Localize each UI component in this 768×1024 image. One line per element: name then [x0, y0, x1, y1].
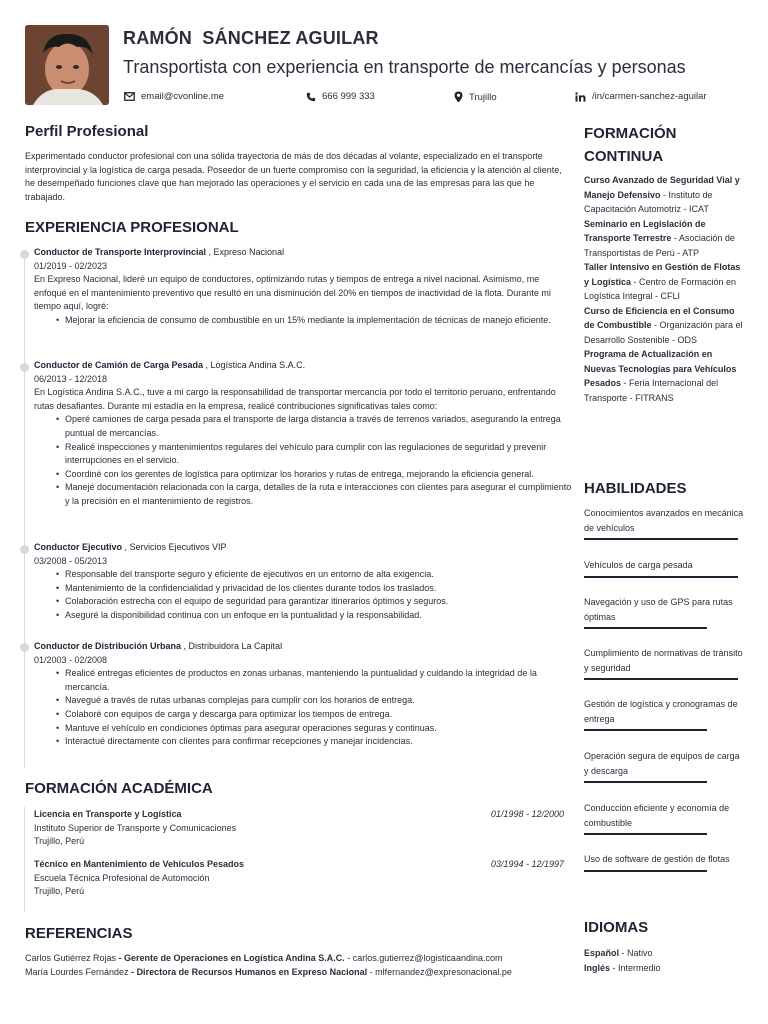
achievement-item: • Mantuve el vehículo en condiciones óptimas para asegurar operaciones seguras y continuas. — [56, 722, 572, 736]
course-name: Programa de Actualización en Nuevas Tecnologías para Vehículos Pesados — [584, 349, 737, 388]
profile-heading: Perfil Profesional — [25, 123, 149, 140]
skill-item — [584, 506, 744, 540]
education-timeline — [24, 807, 25, 912]
contact-email-text: email@cvonline.me — [141, 91, 225, 102]
course-name: Curso Avanzado de Seguridad Vial y Manejo Defensivo — [584, 175, 740, 200]
education-dates: 01/1998 - 12/2000 — [490, 809, 564, 819]
contact-phone[interactable] — [306, 91, 375, 102]
reference-role: Gerente de Operaciones en Logística Andina S.A.C. — [124, 953, 345, 963]
course-provider: - Asociación de Transportistas de Perú - ATP — [584, 233, 735, 258]
achievement-item: • Realicé inspecciones y mantenimientos regulares del vehículo para cumplir con las regulaciones de seguridad y prevenir interrupciones en el servicio. — [56, 441, 572, 468]
job-heading — [34, 246, 572, 260]
skill-level-bar — [584, 870, 707, 872]
skill-item — [584, 801, 744, 835]
experience-heading: EXPERIENCIA PROFESIONAL — [25, 219, 239, 236]
education-entry — [34, 808, 564, 849]
candidate-name: RAMÓN SÁNCHEZ AGUILAR — [123, 28, 379, 48]
job-dates: 03/2008 - 05/2013 — [34, 555, 108, 566]
course-provider: - Feria Internacional del Transporte - FITRANS — [584, 378, 719, 403]
profile-summary: Experimentado conductor profesional con una sólida trayectoria de más de dos décadas al volante, especializado en el transporte interprovincial y la logística de carga pesada. Poseedor de un fuerte compromiso con la seguridad, la eficiencia y la atención al cliente, he desempeñado funciones clave que han mejorado las operaciones y el servicio en cada una de las empresas para las que he trabajado. — [25, 151, 562, 202]
skill-label: Navegación y uso de GPS para rutas óptimas — [584, 597, 733, 622]
job-summary: En Logística Andina S.A.C., tuve a mi cargo la responsabilidad de transportar mercancía por todo el territorio peruano, enfrentando rutas desafiantes. Durante mi estadía en la empresa, realicé contribuciones significativas tales como: — [34, 387, 556, 411]
job-company: , Logística Andina S.A.C. — [203, 360, 306, 370]
skill-level-bar — [584, 678, 738, 680]
skill-item — [584, 595, 744, 629]
skill-label: Operación segura de equipos de carga y descarga — [584, 751, 740, 776]
achievement-item: • Aseguré la disponibilidad continua con un enfoque en la puntualidad y la responsabilidad. — [56, 609, 572, 623]
skill-item — [584, 558, 744, 578]
reference-name: María Lourdes Fernández — [25, 966, 129, 977]
job-entry — [34, 541, 572, 623]
job-company: , Distribuidora La Capital — [181, 641, 283, 651]
reference-separator: - — [128, 966, 137, 977]
linkedin-icon — [575, 92, 586, 102]
education-degree: Licencia en Transporte y Logística — [34, 809, 182, 819]
phone-icon — [306, 92, 316, 102]
languages-heading: IDIOMAS — [584, 919, 649, 936]
course-name: Curso de Eficiencia en el Consumo de Combustible — [584, 305, 735, 330]
course-provider: - Organización para el Desarrollo Sostenible - ODS — [584, 320, 743, 345]
course-item — [584, 173, 744, 217]
contact-email[interactable] — [124, 91, 224, 102]
job-achievements — [56, 568, 572, 622]
achievement-item: • Operé camiones de carga pesada para el transporte de larga distancia a través de terrenos variados, asegurando la entrega puntual de mercancías. — [56, 413, 572, 440]
skill-label: Conducción eficiente y economía de combustible — [584, 803, 730, 828]
language-level: - Nativo — [619, 948, 653, 958]
reference-role: Directora de Recursos Humanos en Expreso Nacional — [136, 966, 368, 977]
education-place: Trujillo, Perú — [34, 836, 85, 847]
contact-location — [454, 91, 497, 103]
job-summary: En Expreso Nacional, lideré un equipo de conductores, optimizando rutas y tiempos de entrega a nivel nacional. Asimismo, me enfoqué en el mantenimiento preventivo que resultó en una disminución del 20% en tiempos de inactividad de la flota. Durante mi tiempo aquí, logré: — [34, 274, 551, 312]
job-role: Conductor de Distribución Urbana — [34, 641, 182, 651]
job-company: , Expreso Nacional — [206, 247, 285, 257]
language-item — [584, 961, 744, 976]
education-place: Trujillo, Perú — [34, 886, 85, 897]
reference-contact[interactable]: - mlfernandez@expresonacional.pe — [367, 966, 512, 977]
achievement-item: • Interactué directamente con clientes para confirmar recepciones y manejar incidencias. — [56, 735, 572, 749]
education-school: Escuela Técnica Profesional de Automoción — [34, 872, 210, 883]
course-name: Seminario en Legislación de Transporte Terrestre — [584, 218, 706, 243]
skill-label: Conocimientos avanzados en mecánica de vehículos — [584, 508, 744, 533]
skill-item — [584, 852, 744, 872]
education-degree: Técnico en Mantenimiento de Vehículos Pesados — [34, 859, 245, 869]
skill-level-bar — [584, 538, 738, 540]
course-provider: - Instituto de Capacitación Automotriz - ICAT — [584, 189, 713, 214]
course-item — [584, 304, 744, 348]
skill-label: Vehículos de carga pesada — [584, 560, 693, 570]
achievement-item: • Colaboración estrecha con el equipo de seguridad para garantizar itinerarios óptimos y seguros. — [56, 595, 572, 609]
achievement-item: • Mejorar la eficiencia de consumo de combustible en un 15% mediante la implementación de técnicas de manejo eficiente. — [56, 314, 572, 328]
education-dates: 03/1994 - 12/1997 — [490, 859, 564, 869]
job-heading — [34, 541, 572, 555]
education-entry — [34, 858, 564, 899]
skill-label: Uso de software de gestión de flotas — [584, 854, 730, 864]
language-name: Español — [584, 948, 620, 958]
course-item — [584, 260, 744, 304]
envelope-icon — [124, 92, 135, 101]
job-achievements — [56, 667, 572, 749]
skill-item — [584, 646, 744, 680]
course-item — [584, 347, 744, 405]
job-heading — [34, 359, 572, 373]
reference-item — [25, 966, 570, 980]
skill-level-bar — [584, 627, 707, 629]
education-school: Instituto Superior de Transporte y Comunicaciones — [34, 822, 237, 833]
contact-linkedin[interactable] — [575, 91, 707, 102]
skill-level-bar — [584, 781, 707, 783]
candidate-headline: Transportista con experiencia en transporte de mercancías y personas — [123, 57, 686, 77]
contact-phone-text: 666 999 333 — [322, 91, 375, 102]
job-dates: 06/2013 - 12/2018 — [34, 373, 108, 384]
reference-item — [25, 952, 570, 966]
skill-level-bar — [584, 576, 738, 578]
achievement-item: • Realicé entregas eficientes de productos en zonas urbanas, manteniendo la puntualidad y cuidando la integridad de la mercancía. — [56, 667, 572, 694]
timeline-dot — [20, 250, 29, 259]
job-dates: 01/2003 - 02/2008 — [34, 654, 108, 665]
achievement-item: • Responsable del transporte seguro y eficiente de ejecutivos en un entorno de alta exigencia. — [56, 568, 572, 582]
profile-photo — [25, 25, 109, 105]
skills-heading: HABILIDADES — [584, 480, 687, 497]
job-role: Conductor de Transporte Interprovincial — [34, 247, 207, 257]
reference-contact[interactable]: - carlos.gutierrez@logisticaandina.com — [344, 953, 503, 963]
education-heading: FORMACIÓN ACADÉMICA — [25, 780, 213, 797]
job-dates: 01/2019 - 02/2023 — [34, 260, 108, 271]
course-item — [584, 217, 744, 261]
skill-label: Gestión de logística y cronogramas de entrega — [584, 699, 738, 724]
reference-name: Carlos Gutiérrez Rojas — [25, 953, 117, 963]
course-name: Taller Intensivo en Gestión de Flotas y Logística — [584, 262, 741, 287]
job-company: , Servicios Ejecutivos VIP — [122, 542, 227, 552]
language-name: Inglés — [584, 962, 611, 973]
timeline-dot — [20, 363, 29, 372]
skill-level-bar — [584, 833, 707, 835]
job-achievements — [56, 314, 572, 328]
experience-timeline — [24, 253, 25, 768]
achievement-item: • Coordiné con los gerentes de logística para optimizar los horarios y rutas de entrega, mejorando la eficiencia general. — [56, 468, 572, 482]
job-entry — [34, 640, 572, 749]
course-provider: - Centro de Formación en Logística Integral - CFLI — [584, 276, 737, 301]
timeline-dot — [20, 545, 29, 554]
job-entry — [34, 359, 572, 509]
job-entry — [34, 246, 572, 328]
references-heading: REFERENCIAS — [25, 925, 133, 942]
achievement-item: • Mantenimiento de la confidencialidad y privacidad de los clientes durante todos los traslados. — [56, 582, 572, 596]
skill-item — [584, 749, 744, 783]
achievement-item: • Colaboré con equipos de carga y descarga para optimizar los tiempos de entrega. — [56, 708, 572, 722]
achievement-item: • Navegué a través de rutas urbanas complejas para cumplir con los horarios de entrega. — [56, 694, 572, 708]
job-role: Conductor Ejecutivo — [34, 542, 123, 552]
map-pin-icon — [454, 91, 463, 103]
skill-item — [584, 697, 744, 731]
skill-level-bar — [584, 729, 707, 731]
achievement-item: • Manejé documentación relacionada con la carga, detalles de la ruta e interacciones con clientes para asegurar el cumplimiento y la precisión en el mantenimiento de registros. — [56, 481, 572, 508]
skill-label: Cumplimiento de normativas de tránsito y seguridad — [584, 648, 743, 673]
job-achievements — [56, 413, 572, 508]
contact-location-text: Trujillo — [469, 91, 497, 103]
job-role: Conductor de Camión de Carga Pesada — [34, 360, 204, 370]
timeline-dot — [20, 643, 29, 652]
languages-list — [584, 946, 744, 975]
job-heading — [34, 640, 572, 654]
continuing-education-list — [584, 173, 744, 405]
reference-separator: - — [116, 953, 125, 963]
language-item — [584, 946, 744, 961]
references-list — [25, 952, 570, 979]
contact-linkedin-text: /in/carmen-sanchez-aguilar — [592, 91, 707, 102]
continuing-education-heading: FORMACIÓN CONTINUA — [584, 125, 677, 165]
language-level: - Intermedio — [610, 962, 661, 973]
